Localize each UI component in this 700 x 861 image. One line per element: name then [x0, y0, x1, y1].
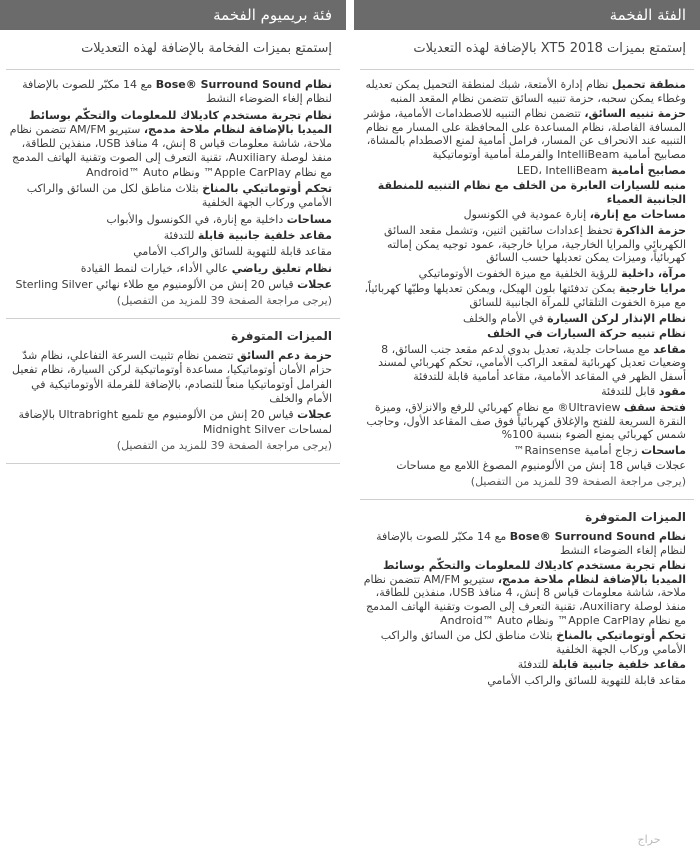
feature-item: تحكم أوتوماتيكي بالمناخ بثلاث مناطق لكل من السائق والراكب الأمامي وركاب الجهة الخلفية: [380, 629, 686, 656]
feature-item: مقاعد خلفية جانبية قابلة للتدفئة: [163, 228, 332, 242]
feature-item: مقاعد خلفية جانبية قابلة للتدفئة: [517, 658, 686, 672]
feature-item: تحكم أوتوماتيكي بالمناخ بثلاث مناطق لكل من السائق والراكب الأمامي وركاب الجهة الخلفية: [26, 182, 332, 210]
feature-item: حزمة دعم السائق تتضمن نظام تثبيت السرعة التفاعلي، نظام شدّ حزام الأمان أوتوماتيكيا، مساعدة أوتوماتيكية لركن السيارة، نظام تفعيل الفرامل أوتوماتيكيا منعاً للتصادم، بالإضافة للفرملة الأوتوماتيكية في الأمام والخلف: [12, 349, 332, 406]
feature-item: عجلات قياس 20 إنش من الألومنيوم مع طلاء نهائي Sterling Silver: [15, 277, 332, 291]
feature-item: عجلات قياس 18 إنش من الألومنيوم المصوغ اللامع مع مساحات: [396, 459, 686, 473]
luxury-features: [354, 70, 700, 473]
feature-item: فتحة سقف Ultraview® مع نظام كهربائي للرفع والانزلاق، وميزة النقرة السريعة للفتح والإغلاق كهربائياً فوق صف المقاعد الأول، وحاجب شمس كهربائي يمنع الضوء بنسبة 100%: [366, 401, 686, 442]
luxury-header: الفئة الفخمة: [354, 0, 700, 30]
page-reference-note: (يرجى مراجعة الصفحة 39 للمزيد من التفصيل): [470, 475, 686, 489]
feature-item: نظام تجربة مستخدم كاديلاك للمعلومات والتحكّم بوسائط الميديا بالإضافة لنظام ملاحة مدمج، ستيريو AM/FM تتضمن نظام ملاحة، شاشة معلومات قياس 8 إنش، 4 منافذ USB، منفذين للطاقة، منفذ لوصلة Auxiliary، تقنية التعرف إلى الصوت وتقنية الهاتف المدمج مع نظام Apple CarPlay™ ونظام Android™ Auto: [363, 559, 686, 627]
feature-item: مصابيح أمامية LED، IntelliBeam: [516, 163, 686, 177]
premium-luxury-header: فئة بريميوم الفخمة: [0, 0, 346, 30]
feature-item: مرايا خارجية يمكن تدفئتها بلون الهيكل، ويمكن تعديلها وطيّها كهربائياً، مع ميزة الخفوت التلقائي للمرآة الجانبية للسائق: [364, 282, 686, 309]
page-reference-note: (يرجى مراجعة الصفحة 39 للمزيد من التفصيل): [116, 294, 332, 308]
feature-item: نظام Bose® Surround Sound مع 14 مكبّر للصوت بالإضافة لنظام إلغاء الضوضاء النشط: [22, 78, 332, 106]
available-features-list: [354, 530, 700, 688]
premium-luxury-column: [0, 0, 346, 861]
feature-item: ماسحات زجاج أمامية Rainsense™: [513, 443, 686, 457]
feature-item: نظام تنبيه حركة السيارات في الخلف: [487, 327, 686, 341]
divider: [6, 463, 340, 464]
feature-item: نظام تجربة مستخدم كاديلاك للمعلومات والتحكّم بوسائط الميديا بالإضافة لنظام ملاحة مدمج، ستيريو AM/FM تتضمن نظام ملاحة، شاشة معلومات قياس 8 إنش، 4 منافذ USB، منفذين للطاقة، منفذ لوصلة Auxiliary، تقنية التعرف إلى الصوت وتقنية الهاتف المدمج مع نظام Apple CarPlay™ ونظام Android™ Auto: [9, 108, 332, 179]
watermark-logo: حراج: [637, 833, 661, 846]
feature-item: مرآة، داخلية للرؤية الخلفية مع ميزة الخفوت الأوتوماتيكي: [418, 266, 686, 280]
premium-luxury-intro: إستمتع بميزات الفخامة بالإضافة لهذه التعديلات: [81, 41, 332, 56]
available-features-title: الميزات المتوفرة: [231, 329, 332, 344]
feature-item: نظام تعليق رياضي عالي الأداء، خيارات لنمط القيادة: [80, 261, 332, 275]
premium-luxury-features: [0, 70, 346, 292]
feature-item: مساحات مع إنارة، إنارة عمودية في الكونسول: [463, 208, 686, 222]
feature-item: مقاعد قابلة للتهوية للسائق والراكب الأمامي: [133, 245, 332, 259]
feature-item: مقاعد مع مساحات جلدية، تعديل بدوي لدعم مقعد جنب السائق، 8 وضعيات تعديل كهربائية لمقعد الراكب الأمامي، تحكم كهربائي لمسند أسفل الظهر في المقاعد الأمامية، مقاعد أمامية قابلة للتدفئة: [378, 342, 686, 383]
page-reference-note: (يرجى مراجعة الصفحة 39 للمزيد من التفصيل): [116, 438, 332, 452]
feature-item: منطقة تحميل نظام إدارة الأمتعة، شبك لمنطقة التحميل يمكن تعديله وغطاء يمكن سحبه، حزمة تنبيه السائق تتضمن نظام المقعد المنبه: [365, 78, 686, 105]
luxury-column: [354, 0, 700, 861]
feature-item: مساحات داخلية مع إنارة، في الكونسول والأبواب: [106, 212, 332, 226]
feature-item: مقود قابل للتدفئة: [601, 385, 686, 399]
feature-item: نظام Bose® Surround Sound مع 14 مكبّر للصوت بالإضافة لنظام إلغاء الضوضاء النشط: [376, 530, 686, 557]
available-features-list: [0, 349, 346, 437]
feature-item: نظام الإنذار لركن السيارة في الأمام والخلف: [462, 311, 686, 325]
feature-item: عجلات قياس 20 إنش من الألومنيوم مع تلميع Ultrabright بالإضافة لمساحات Midnight Silver: [18, 408, 332, 436]
luxury-intro: إستمتع بميزات XT5 2018 بالإضافة لهذه التعديلات: [413, 41, 686, 56]
feature-item: منبه للسيارات العابرة من الخلف مع نظام التنبيه للمنطقة الجانبية العمياء: [377, 179, 686, 206]
feature-item: حزمة الذاكرة تحفظ إعدادات سائقين اثنين، وتشمل مقعد السائق الكهربائي والمرايا الخارجية، مرايا خارجية، عمود توجيه يمكن إمالته كهربائياً، وميزات يمكن تعديلها حسب السائق: [383, 223, 686, 265]
feature-item: حزمة تنبيه السائق، تتضمن نظام التنبيه للاصطدامات الأمامية، مؤشر المسافة الفاصلة، نظام المساعدة على المحافظة على المسار مع نظام التنبيه عند الانحراف عن المسار، فرامل أمامية لمنع الاصطدام بالمشاة، مصابيح أمامية IntelliBeam والفرملة أمامية أوتوماتيكية: [364, 107, 686, 161]
feature-item: مقاعد قابلة للتهوية للسائق والراكب الأمامي: [487, 673, 686, 687]
available-features-title: الميزات المتوفرة: [585, 510, 686, 525]
